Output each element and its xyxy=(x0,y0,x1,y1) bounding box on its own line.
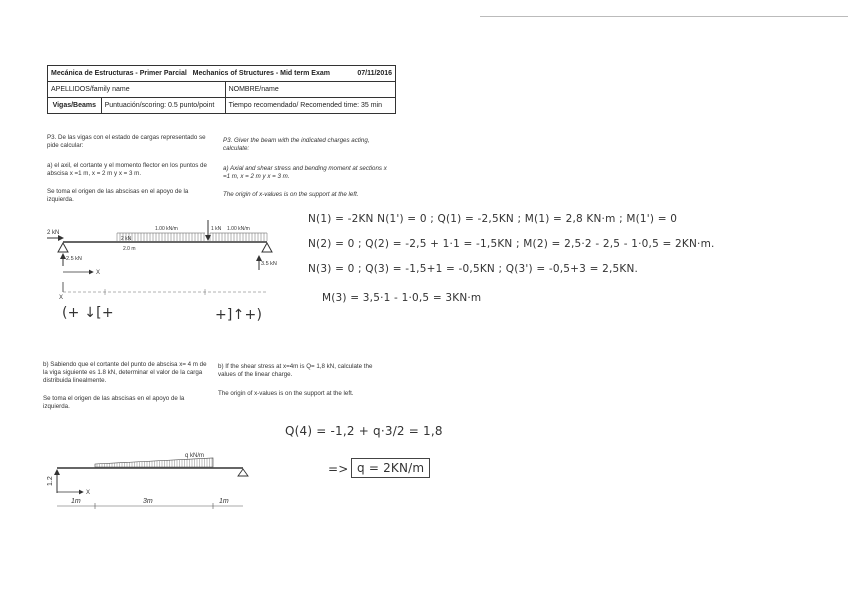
solution-b-result-box: q = 2KN/m xyxy=(351,458,430,478)
header-title-row xyxy=(48,66,396,82)
solution-b-line-1: Q(4) = -1,2 + q·3/2 = 1,8 xyxy=(285,424,443,438)
course-title-es: Mecánica de Estructuras - Primer Parcial xyxy=(51,70,187,77)
time-cell: Tiempo recomendado/ Recomended time: 35 min xyxy=(225,98,395,114)
p3-a-es: a) el axil, el cortante y el momento flector en los puntos de abscisa x =1 m, x = 2 m y x = 3 m. xyxy=(47,162,207,177)
p3-b-origin-en: The origin of x-values is on the support at the left. xyxy=(218,390,354,397)
right-reaction-label: 3.5 kN xyxy=(261,261,277,267)
solution-line-1: N(1) = -2KN N(1') = 0 ; Q(1) = -2,5KN ; M(1) = 2,8 KN·m ; M(1') = 0 xyxy=(308,213,678,225)
beam-2-dim-3: 1m xyxy=(219,498,229,505)
course-title-en: Mechanics of Structures - Mid term Exam xyxy=(192,70,330,77)
surname-field: APELLIDOS/family name xyxy=(48,82,226,98)
beam-2-reaction-label: 1.2 xyxy=(47,476,54,486)
p3-origin-es: Se toma el origen de las abscisas en el apoyo de la izquierda. xyxy=(47,188,189,203)
point-load-2-label: 2 kN xyxy=(121,236,132,242)
beam-2-x-label: X xyxy=(86,490,91,496)
p3-title-en: P3. Giver the beam with the indicated charges acting, calculate: xyxy=(223,137,370,152)
p3-b-en: b) If the shear stress at x=4m is Q= 1,8 kN, calculate the values of the linear charge. xyxy=(218,363,373,378)
y-axis-label: X xyxy=(59,295,64,301)
left-reaction-label: 2.5 kN xyxy=(66,256,82,262)
x-axis-label: X xyxy=(96,270,101,276)
axial-load-label: 2 kN xyxy=(47,230,60,236)
left-support xyxy=(58,243,68,252)
solution-line-3: N(3) = 0 ; Q(3) = -1,5+1 = -0,5KN ; Q(3') = -0,5+3 = 2,5KN. xyxy=(308,263,639,275)
p3-b-es: b) Sabiendo que el cortante del punto de abscisa x= 4 m de la viga siguiente es 1.8 kN, determinar el valor de la carga distribuida linealmente. xyxy=(43,361,207,384)
solution-line-2: N(2) = 0 ; Q(2) = -2,5 + 1·1 = -1,5KN ; M(2) = 2,5·2 - 2,5 - 1·0,5 = 2KN·m. xyxy=(308,238,715,250)
point-load-label: 1 kN xyxy=(211,226,222,232)
beam-2-dim-2: 3m xyxy=(143,498,153,505)
triangular-load-hatch xyxy=(97,458,212,467)
scoring-cell: Puntuación/scoring: 0.5 punto/point xyxy=(101,98,225,114)
p3-b-origin-es: Se toma el origen de las abscisas en el apoyo de la izquierda. xyxy=(43,395,185,410)
triangular-load xyxy=(95,458,213,467)
scan-artifact xyxy=(480,16,848,17)
p3-a-en: a) Axial and shear stress and bending moment at sections x =1 m, x = 2 m y x = 3 m. xyxy=(223,165,387,180)
p3-origin-en: The origin of x-values is on the support at the left. xyxy=(223,191,359,198)
exam-header-table xyxy=(47,65,396,114)
p3-title-es: P3. De las vigas con el estado de cargas representado se pide calcular: xyxy=(47,134,206,149)
triangular-load-label: q kN/m xyxy=(185,453,205,459)
beam-diagram-2 xyxy=(45,448,260,513)
beam-2-right-support xyxy=(238,469,248,476)
udl2-label: 1.00 kN/m xyxy=(227,226,250,232)
solution-b-implies: => xyxy=(328,462,349,476)
udl1-label: 1.00 kN/m xyxy=(155,226,178,232)
exam-date: 07/11/2016 xyxy=(357,70,392,77)
udl-arrows xyxy=(117,233,267,241)
solution-line-4: M(3) = 3,5·1 - 1·0,5 = 3KN·m xyxy=(322,292,482,304)
sign-convention-left: (+ ↓[+ xyxy=(62,305,114,321)
topic-cell: Vigas/Beams xyxy=(48,98,102,114)
beam-2-dim-1: 1m xyxy=(71,498,81,505)
right-support xyxy=(262,243,272,252)
name-field: NOMBRE/name xyxy=(225,82,395,98)
distance-label: 2.0 m xyxy=(123,246,136,252)
sign-convention-right: +]↑+) xyxy=(215,307,263,323)
